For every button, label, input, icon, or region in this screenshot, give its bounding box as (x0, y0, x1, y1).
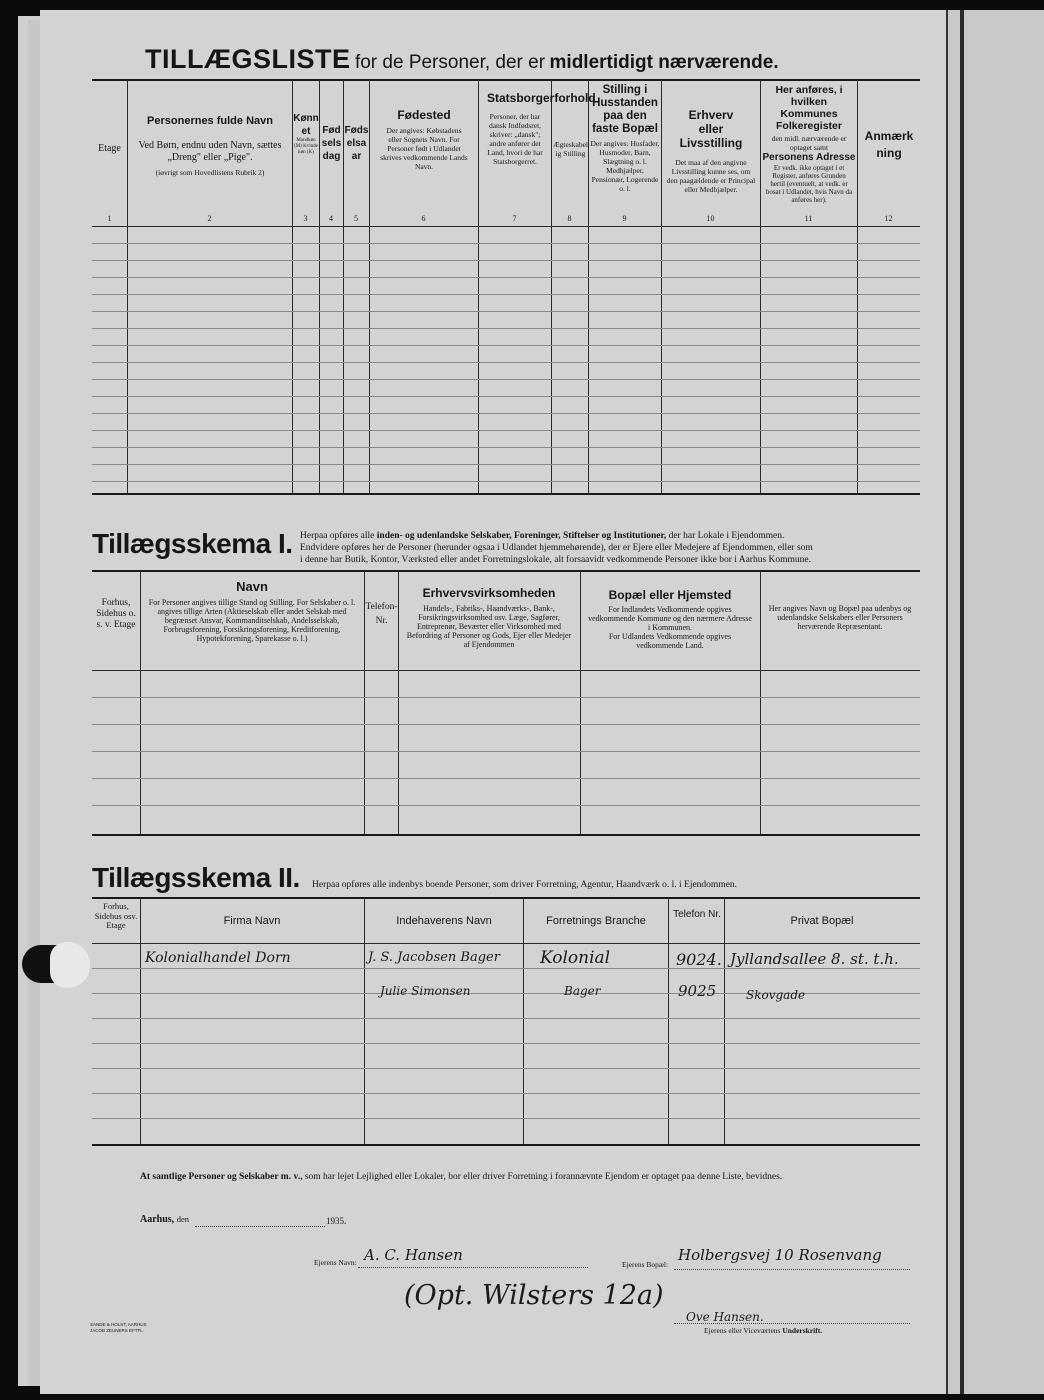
skema2-col-branche: Forretnings Branche (546, 915, 646, 927)
binder-clip-tip (50, 942, 90, 988)
row-ruling (92, 464, 920, 465)
signature-line (674, 1323, 910, 1324)
printer-line1: SANDE & HOLST, AARHUS (90, 1322, 147, 1327)
skema1-col-tlf: Telefon-Nr. (365, 602, 398, 626)
col-divider (580, 571, 581, 834)
row-ruling (92, 413, 920, 414)
skema1-col-repraesentant: Her angives Navn og Bopæl paa udenbys og udenlandske Selskabers eller Personers herværende Repræsentant. (768, 604, 912, 631)
col-header-folkeregister-sub: den midl. nærværende er optaget samt (771, 134, 847, 152)
skema1-header-bottom (92, 670, 920, 671)
col-header-foedested (370, 108, 478, 171)
col-header-folkeregister-sub3: Er vedk. ikke optaget i et Register, anføres Grunden hertil (eventuelt, at vedk. er bosat i Udlandet, hvis Navn da anføres her). (765, 164, 853, 204)
row-ruling (92, 243, 920, 244)
col-header-koen-label: Kønnet (293, 113, 319, 137)
col-divider (398, 571, 399, 834)
owner-address-value: Holbergsvej 10 Rosenvang (678, 1246, 882, 1264)
skema2-top-rule (92, 897, 920, 899)
row-ruling (92, 345, 920, 346)
owner-address-label: Ejerens Bopæl: (622, 1260, 669, 1269)
row1-firma: Kolonialhandel Dorn (145, 950, 291, 966)
row-ruling (92, 260, 920, 261)
row-ruling (92, 778, 920, 779)
row-ruling (92, 724, 920, 725)
main-table-bottom-rule (92, 493, 920, 495)
col-header-folkeregister (761, 84, 857, 204)
row2-bopael: Skovgade (746, 988, 806, 1002)
skema1-top-rule (92, 570, 920, 572)
col-header-statsborger-sub: Personer, der har dansk Indfødsret, skriver: „dansk"; andre anfører det Land, hvori de har Statsborgerret. (487, 112, 543, 166)
col-divider (668, 898, 669, 1144)
main-table-header-bottom (92, 226, 920, 227)
col-header-navn (129, 114, 291, 177)
col-divider (760, 571, 761, 834)
skema1-description (300, 530, 920, 566)
row1-tlf: 9024. (676, 950, 722, 969)
col-header-navn-sub: Ved Børn, endnu uden Navn, sættes „Dreng" eller „Pige". (138, 140, 282, 163)
skema2-col-etage: Forhus, Sidehus osv. Etage (94, 901, 138, 930)
row-ruling (92, 805, 920, 806)
skema1-col-navn-label: Navn (236, 579, 268, 594)
signature-label-a: Ejerens eller Viceværtens (704, 1326, 781, 1335)
skema1-col-navn-sub: For Personer angives tillige Stand og Stilling. For Selskaber o. l. angives tillige Arten (Aktieselskab eller andet Selskab med begrænset Ansvar, Kommanditselskab, Andelsselskab, Forbrugsforening, Forsikringsforening, Kreditforening, Hypotekforening, Sparekasse o. l.) (148, 598, 356, 643)
col-number: 2 (207, 214, 212, 223)
col-header-foedested-label: Fødested (397, 108, 451, 122)
row-ruling (92, 430, 920, 431)
row-ruling (92, 447, 920, 448)
col-header-erhverv (662, 108, 760, 194)
skema2-col-indehaver: Indehaverens Navn (396, 915, 492, 927)
skema1-col-bopael-label: Bopæl eller Hjemsted (608, 588, 732, 602)
col-divider (551, 80, 552, 493)
date-label: den (176, 1214, 189, 1224)
col-header-stilling (589, 84, 661, 193)
row-ruling (92, 751, 920, 752)
attestation-bold: At samtlige Personer og Selskaber m. v., (140, 1172, 303, 1182)
col-divider (140, 898, 141, 1144)
skema1-desc-line3: i denne har Butik, Kontor, Værksted eller andet Forretningslokale, alt forsaavidt vedkommende Personer ikke bor i Aarhus Kommune. (300, 555, 812, 565)
skema1-desc1b: inden- og udenlandske Selskaber, Foreninger, Stiftelser og Institutioner, (376, 531, 667, 541)
col-divider (724, 898, 725, 1144)
skema1-desc-line1 (300, 530, 920, 542)
row-ruling (92, 328, 920, 329)
skema1-desc1a: Herpaa opføres alle (300, 531, 375, 541)
place-label (140, 1214, 189, 1225)
title-text: for de Personer, der er (354, 52, 546, 73)
skema1-col-erhverv (400, 586, 578, 649)
col-header-aegteskabelig: Ægteskabelig Stilling (553, 140, 588, 158)
col-header-stilling-sub: Der angives: Husfader, Husmoder, Barn, Slægtning o. l. Medhjælper, Pensionær, Logerende o. l. (590, 139, 660, 193)
col-number: 1 (107, 214, 112, 223)
col-divider (140, 571, 141, 834)
col-divider (364, 898, 365, 1144)
skema2-title: Tillægsskema II. (92, 862, 300, 893)
row1-branche: Kolonial (540, 948, 611, 968)
signature: Ove Hansen. (686, 1310, 764, 1324)
col-header-anmaerkning (860, 128, 918, 162)
col-header-foedselsdag-label: Fødselsdag (321, 125, 342, 162)
annotation-note: (Opt. Wilsters 12a) (404, 1280, 664, 1311)
skema2-header-bottom (92, 943, 920, 944)
row-ruling (92, 1093, 920, 1094)
main-table-top-rule (92, 79, 920, 81)
row-ruling (92, 379, 920, 380)
title-emphasis: midlertidigt nærværende. (549, 52, 779, 73)
owner-name-line (358, 1267, 588, 1268)
row-ruling (92, 277, 920, 278)
row-ruling (92, 1068, 920, 1069)
owner-name-label: Ejerens Navn: (314, 1258, 357, 1267)
date-line (195, 1226, 325, 1227)
skema1-col-bopael-sub1: For Indlandets Vedkommende opgives vedkommende Kommune og den nærmere Adresse i Kommunen. (588, 605, 752, 632)
col-number: 3 (303, 214, 308, 223)
row-ruling (92, 294, 920, 295)
col-header-erhverv-sub: Det maa af den angivne Livsstilling kunne ses, om den paagældende er Principal eller Medhjælper. (666, 158, 756, 194)
col-header-anmaerkning-label: Anmærkning (864, 129, 914, 160)
row2-branche: Bager (564, 984, 601, 998)
row-ruling (92, 697, 920, 698)
col-header-foedselsaar (344, 124, 369, 163)
col-header-foedselsaar-label: Fødselsaar (344, 125, 369, 162)
row-ruling (92, 968, 920, 969)
skema1-col-navn (142, 580, 362, 643)
col-header-statsborger-label: Statsborgerforhold (487, 91, 596, 105)
col-number: 4 (329, 214, 333, 223)
skema1-col-bopael-sub2: For Udlandets Vedkommende opgives vedkommende Land. (608, 632, 732, 650)
year: 1935. (326, 1216, 347, 1226)
row-ruling (92, 311, 920, 312)
skema1-col-bopael (582, 588, 758, 650)
owner-address-line (674, 1269, 910, 1270)
col-header-folkeregister-sub2: Personens Adresse (762, 152, 856, 163)
col-number: 9 (622, 214, 627, 223)
printer-imprint (90, 1322, 147, 1334)
attestation-text: som har lejet Lejlighed eller Lokaler, bor eller driver Forretning i forannævnte Ejendom er optaget paa denne Liste, bevidnes. (304, 1172, 783, 1182)
col-header-foedselsdag (320, 124, 343, 163)
col-divider (523, 898, 524, 1144)
skema1-bottom-rule (92, 834, 920, 836)
row1-indehaver: J. S. Jacobsen Bager (368, 950, 500, 965)
col-header-etage: Etage (98, 143, 121, 154)
col-header-erhverv-label: Erhverv eller Livsstilling (679, 108, 743, 150)
place-name: Aarhus, (140, 1214, 175, 1225)
skema2-col-bopael: Privat Bopæl (790, 915, 854, 927)
row-ruling (92, 362, 920, 363)
col-header-koen (293, 112, 319, 156)
row-ruling (92, 1043, 920, 1044)
printer-line2: JACOB ZEUNERS EFTFL. (90, 1328, 145, 1333)
col-number: 5 (354, 214, 358, 223)
col-header-koen-sub: Mandkøn (M) Kvindekøn (K) (294, 138, 318, 155)
col-number: 10 (706, 214, 715, 223)
signature-label-b: Underskrift. (782, 1326, 823, 1335)
row2-tlf: 9025 (678, 982, 717, 1000)
skema1-desc-line2: Endvidere opføres her de Personer (herunder ogsaa i Udlandet hjemmehørende), der er Ejere eller Medejere af Ejendommen, eller som (300, 543, 813, 553)
skema1-title: Tillægsskema I. (92, 528, 293, 559)
owner-name-value: A. C. Hansen (364, 1246, 463, 1264)
row1-bopael: Jyllandsallee 8. st. t.h. (730, 950, 899, 968)
attestation-statement (140, 1172, 782, 1182)
skema2-bottom-rule (92, 1144, 920, 1146)
signature-label (704, 1326, 822, 1335)
binding-gutter (960, 10, 964, 1394)
col-header-foedested-sub: Der angives: Købstadens eller Sognets Navn. For Personer født i Udlandet skrives vedkommende Lands Navn. (380, 126, 468, 171)
skema1-col-erhverv-sub: Handels-, Fabriks-, Haandværks-, Bank-, Forsikringsvirksomhed osv. Læge, Sagfører, Entreprenør, Beværter eller Virksomhed med Befordring af Personer og Gods, Ejer eller Medejer af Ejendommen (406, 604, 572, 649)
row-ruling (92, 396, 920, 397)
col-header-folkeregister-pre (761, 84, 857, 132)
col-number: 11 (804, 214, 813, 223)
row2-indehaver: Julie Simonsen (380, 984, 471, 998)
skema1-desc1c: der har Lokale i Ejendommen. (668, 531, 785, 541)
col-header-navn-sub2: (iøvrigt som Hovedlistens Rubrik 2) (155, 168, 265, 177)
skema2-description: Herpaa opføres alle indenbys boende Personer, som driver Forretning, Agentur, Haandværk o. l. i Ejendommen. (312, 880, 738, 890)
row-ruling (92, 1118, 920, 1119)
col-number: 12 (884, 214, 893, 223)
col-header-navn-label: Personernes fulde Navn (147, 115, 273, 127)
page-title (145, 44, 779, 75)
col-number: 8 (567, 214, 572, 223)
skema2-col-firma: Firma Navn (223, 915, 281, 927)
row-ruling (92, 481, 920, 482)
col-header-folkeregister-label: Her anføres, i hvilken Kommunes Folkeregister (775, 84, 843, 132)
col-header-stilling-label: Stilling i Husstanden paa den faste Bopæl (592, 84, 658, 135)
row-ruling (92, 1018, 920, 1019)
col-divider (127, 80, 128, 493)
col-number: 6 (421, 214, 426, 223)
skema1-col-erhverv-label: Erhvervsvirksomheden (422, 586, 556, 600)
skema1-col-etage: Forhus, Sidehus o. s. v. Etage (96, 598, 136, 630)
skema2-col-tlf: Telefon Nr. (673, 909, 721, 920)
col-divider (857, 80, 858, 493)
title-bold: TILLÆGSLISTE (145, 44, 351, 74)
col-number: 7 (512, 214, 517, 223)
